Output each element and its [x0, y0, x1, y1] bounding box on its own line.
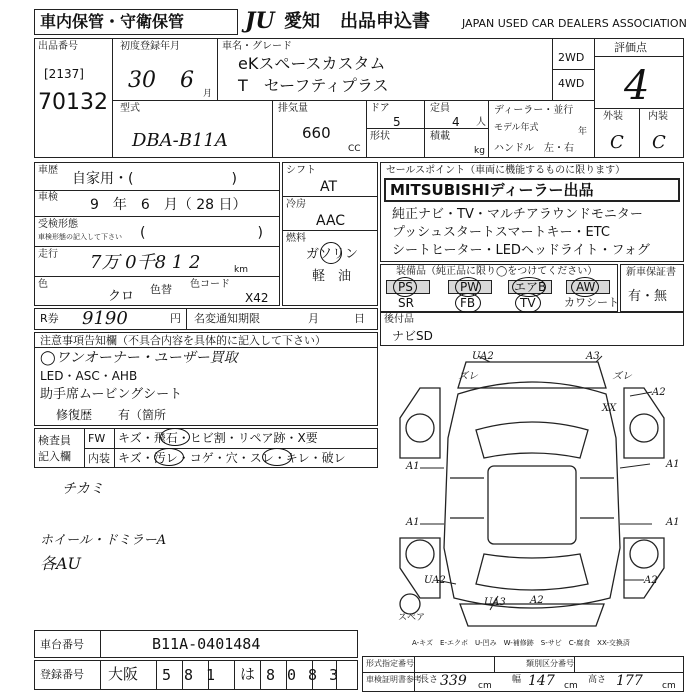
r-ticket-value: 9190 — [82, 308, 128, 329]
width-value: 147 — [528, 673, 555, 689]
inspection-value: 9 年 6 月（ 28 日） — [90, 197, 247, 213]
r-ticket-unit: 円 — [170, 312, 181, 325]
notes-line-1: ◯ワンオーナー・ユーザー買取 — [40, 350, 238, 366]
drive-4wd: 4WD — [558, 77, 585, 90]
spare-label: スペア — [398, 613, 426, 623]
equip-fb: FB — [460, 296, 476, 310]
selling-line-3: シートヒーター・LEDヘッドライト・フォグ — [392, 243, 650, 258]
lot-number: 70132 — [38, 90, 108, 115]
mileage-label: 走行 — [38, 249, 58, 260]
equip-tv: TV — [520, 296, 536, 310]
car-grade: T セーフティプラス — [238, 76, 389, 95]
height-unit: cm — [662, 681, 676, 691]
hand-note-2: ホイール・ドミラーA — [40, 533, 167, 548]
deadline-label: 名変通知期限 — [194, 312, 260, 325]
color-code: X42 — [245, 291, 269, 305]
car-name-label: 車名・グレード — [222, 41, 292, 52]
width-unit: cm — [564, 681, 578, 691]
drive-2wd: 2WD — [558, 51, 585, 64]
equip-seat: カワシート — [564, 296, 619, 309]
equip-tv-circle — [515, 293, 541, 313]
mark-a1-left-2: A1 — [406, 517, 420, 528]
equip-airbag: エアB — [514, 280, 547, 294]
fuel-selected-circle — [320, 242, 342, 264]
capacity-label: 定員 — [430, 103, 450, 114]
selling-highlight: MITSUBISHIディーラー出品 — [390, 181, 594, 199]
history-label: 車歴 — [38, 165, 58, 176]
cert-label: 車検証明書参考 — [366, 675, 422, 684]
chassis-value: B11A-0401484 — [152, 635, 261, 653]
selling-line-1: 純正ナビ・TV・マルチアラウンドモニター — [392, 207, 643, 222]
color-value: クロ — [108, 289, 135, 304]
mileage-unit: km — [234, 265, 248, 275]
notes-line-3: 助手席ムービングシート — [40, 387, 183, 402]
storage-label: 車内保管・守衛保管 — [40, 12, 185, 31]
mark-shift-left: ズレ — [458, 371, 478, 382]
displacement-label: 排気量 — [278, 103, 308, 114]
model-year-label: モデル年式 — [494, 123, 539, 133]
mark-ua3-rear: UA3 — [484, 597, 506, 608]
reception-label: 受検形態 — [38, 219, 78, 230]
equip-fb-circle — [455, 293, 481, 313]
shape-label: 形状 — [370, 131, 390, 142]
fw-label: FW — [88, 432, 106, 445]
car-diagram — [380, 348, 684, 630]
plate-region: 大阪 — [108, 665, 139, 683]
displacement-unit: CC — [348, 144, 361, 154]
length-value: 339 — [440, 673, 467, 689]
inspector-label-1: 検査員 — [38, 434, 71, 447]
hand-note-1: チカミ — [62, 481, 104, 497]
height-label: 高さ — [588, 675, 607, 685]
mileage-value: 7万 0千8 1 2 — [90, 252, 201, 273]
exterior-label: 外装 — [603, 111, 623, 122]
history-value: 自家用・( ) — [72, 171, 237, 187]
color-code-label: 色コード — [190, 279, 230, 290]
mark-a2-right-top: A2 — [652, 387, 666, 398]
plate-kana: は — [240, 665, 256, 683]
repair-label: 修復歴 — [56, 408, 93, 422]
equip-sr: SR — [398, 296, 414, 310]
model-label: 型式 — [120, 103, 140, 114]
mark-xx: XX — [602, 403, 617, 414]
registration-year: 30 — [128, 68, 156, 93]
color-change-label: 色替 — [150, 283, 172, 296]
length-label: 長さ — [420, 675, 439, 685]
inspector-label-2: 記入欄 — [38, 450, 71, 463]
selling-points-label: セールスポイント（車両に機能するものに限ります） — [386, 165, 626, 176]
model-year-unit: 年 — [578, 127, 588, 137]
mark-a1-right-1: A1 — [666, 459, 680, 470]
aftermarket-value: ナビSD — [392, 329, 433, 343]
mark-a1-left-1: A1 — [406, 461, 420, 472]
score-label: 評価点 — [614, 41, 647, 54]
handle-label: ハンドル 左・右 — [494, 143, 574, 154]
deadline-day: 日 — [354, 312, 365, 325]
interior-check-label: 内装 — [88, 452, 110, 465]
plate-class: 581 — [162, 666, 229, 684]
equip-ps: PS — [398, 280, 413, 294]
ju-logo: JU — [245, 8, 275, 34]
warranty-label: 新車保証書 — [626, 267, 676, 278]
type-label: 類別区分番号 — [526, 659, 574, 668]
chassis-label: 車台番号 — [40, 638, 84, 651]
equip-aw-circle — [571, 277, 599, 297]
interior-score: C — [652, 132, 666, 153]
model-value: DBA-B11A — [132, 130, 228, 151]
reception-sub: 車検形態の記入して下さい — [38, 233, 122, 241]
capacity-unit: 人 — [476, 117, 486, 128]
width-label: 幅 — [512, 675, 522, 685]
deadline-month: 月 — [308, 312, 319, 325]
mark-a1-right-2: A1 — [666, 517, 680, 528]
ac-value: AAC — [316, 213, 346, 229]
spec-label: 形式指定番号 — [366, 659, 414, 668]
mark-ua2-front: UA2 — [472, 351, 494, 362]
r-ticket-label: R券 — [40, 312, 59, 325]
capacity-value: 4 — [452, 115, 460, 129]
inspection-label: 車検 — [38, 192, 58, 203]
equip-aw: AW — [576, 280, 596, 294]
equipment-label: 装備品（純正品に限り◯をつけてください） — [396, 266, 598, 277]
hand-note-3: 各AU — [40, 554, 82, 573]
mark-a2-rear-bottom: A2 — [530, 595, 544, 606]
lot-code: [2137] — [44, 67, 84, 81]
aftermarket-label: 後付品 — [384, 314, 414, 325]
repair-value: 有（箇所 — [118, 408, 167, 422]
fuel-gas: ガソリン — [306, 247, 359, 262]
ac-label: 冷房 — [286, 199, 306, 210]
warranty-value: 有・無 — [628, 289, 668, 304]
org-name: 愛知 — [284, 11, 320, 32]
fw-text: キズ・飛石・ヒビ割・リペア跡・X要 — [118, 431, 318, 445]
registration-month: 6 — [180, 68, 194, 93]
reception-value: ( ) — [140, 225, 263, 241]
selling-line-2: プッシュスタートスマートキー・ETC — [392, 225, 610, 240]
displacement-value: 660 — [302, 124, 331, 142]
load-label: 積載 — [430, 131, 450, 142]
exterior-score: C — [610, 132, 624, 153]
score-value: 4 — [624, 63, 650, 109]
car-name: eKスペースカスタム — [238, 54, 386, 73]
mark-a2-rear-right: A2 — [644, 575, 658, 586]
registration-label: 初度登録年月 — [120, 41, 180, 52]
height-value: 177 — [616, 673, 643, 689]
dealer-label: ディーラー・並行 — [494, 105, 574, 116]
mark-shift-right: ズレ — [612, 371, 632, 382]
doors-label: ドア — [370, 103, 390, 114]
equip-pw: PW — [460, 280, 480, 294]
registration-month-unit: 月 — [203, 89, 213, 99]
shift-value: AT — [320, 179, 338, 195]
damage-legend: A-キズ E-エクボ U-凹み W-補修跡 S-サビ C-腐食 XX-交換済 — [412, 639, 630, 647]
shift-label: シフト — [286, 165, 316, 176]
fw-stone-circle — [160, 428, 190, 446]
plate-label: 登録番号 — [40, 668, 84, 681]
interior-wear-circle — [262, 448, 292, 466]
load-unit: kg — [474, 146, 485, 156]
fuel-label: 燃料 — [286, 233, 306, 244]
notes-label: 注意事項告知欄（不具合内容を具体的に記入して下さい） — [40, 334, 326, 347]
color-label: 色 — [38, 279, 48, 290]
interior-label: 内装 — [648, 111, 668, 122]
doors-value: 5 — [393, 115, 401, 129]
mark-a3-front: A3 — [586, 351, 600, 362]
form-title: 出品申込書 — [340, 11, 430, 32]
notes-line-2: LED・ASC・AHB — [40, 369, 138, 383]
lot-number-label: 出品番号 — [38, 41, 78, 52]
interior-check-text: キズ・汚レ・コゲ・穴・スレ・キレ・破レ — [118, 451, 346, 465]
english-title: JAPAN USED CAR DEALERS ASSOCIATION — [462, 17, 687, 30]
length-unit: cm — [478, 681, 492, 691]
plate-number: 8083 — [266, 666, 351, 684]
interior-dirt-circle — [154, 448, 184, 466]
equip-ps-circle — [393, 277, 417, 297]
fuel-diesel: 軽 油 — [312, 269, 352, 284]
mark-ua2-rear: UA2 — [424, 575, 446, 586]
